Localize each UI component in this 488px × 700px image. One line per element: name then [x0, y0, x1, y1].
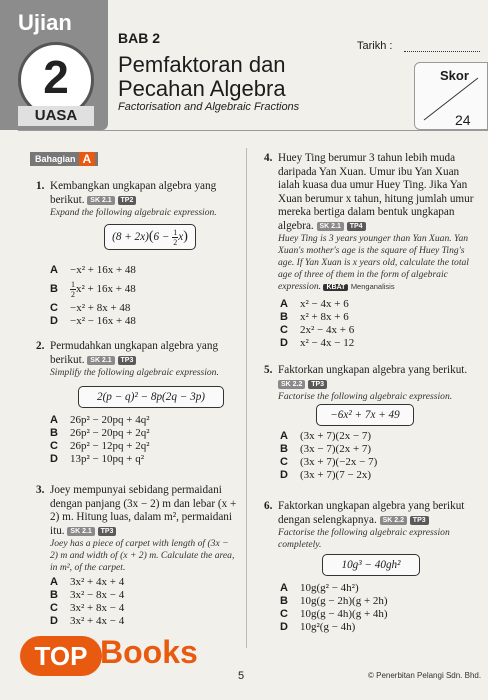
option-key: C	[280, 456, 288, 468]
fraction-numerator: 1	[173, 227, 178, 237]
option-key: D	[280, 337, 288, 349]
question-2	[36, 340, 238, 379]
watermark-books: Books	[100, 634, 198, 670]
question-text-en: Factorise the following algebraic expression completely.	[278, 527, 450, 550]
expression-box: −6x² + 7x + 49	[316, 404, 414, 426]
score-label: Skor	[440, 68, 469, 83]
question-text-en: Factorise the following algebraic expression.	[278, 391, 453, 402]
question-text-en: Simplify the following algebraic expression.	[50, 367, 219, 378]
option-value: 3x² + 8x − 4	[70, 602, 125, 614]
question-6	[264, 500, 474, 551]
option-key: C	[50, 602, 58, 614]
header-divider	[18, 130, 488, 131]
watermark-top: TOP	[20, 636, 102, 676]
question-text: Faktorkan ungkapan algebra yang berikut dengan selengkapnya.	[278, 500, 465, 526]
question-number: 1.	[36, 180, 45, 192]
option[interactable]	[280, 324, 460, 337]
tp-badge: TP3	[308, 380, 327, 389]
option-value: 26p² − 20pq + 4q²	[70, 414, 150, 426]
option-key: B	[50, 589, 58, 601]
uasa-label: UASA	[18, 106, 94, 126]
option-key: A	[280, 298, 288, 310]
option-value: 10g²(g − 4h)	[300, 621, 356, 633]
tp-badge: TP3	[410, 516, 429, 525]
option-value: 10g(g² − 4h²)	[300, 582, 359, 594]
option-key: A	[280, 582, 288, 594]
option-value: x² + 16x + 48	[76, 283, 136, 296]
option[interactable]	[50, 615, 230, 628]
options-3	[50, 576, 230, 628]
page-title: Pemfaktoran dan Pecahan Algebra	[118, 52, 286, 101]
kbat-badge: KBAT	[323, 284, 348, 291]
option-value: x² + 8x + 6	[300, 311, 349, 323]
option-key: D	[50, 315, 58, 327]
tp-badge: TP3	[118, 356, 137, 365]
options-5	[280, 430, 460, 482]
score-total: 24	[455, 112, 471, 128]
option[interactable]	[50, 315, 230, 328]
option[interactable]	[280, 311, 460, 324]
fraction-denominator: 2	[173, 237, 178, 247]
tp-badge: TP2	[118, 196, 137, 205]
page-number: 5	[238, 670, 245, 682]
question-text: Kembangkan ungkapan algebra yang berikut.	[50, 180, 217, 206]
option-value: −x² − 16x + 48	[70, 315, 136, 327]
question-number: 4.	[264, 152, 273, 164]
option-value: 2x² − 4x + 6	[300, 324, 355, 336]
expression-part: 6 −	[153, 231, 170, 243]
sk-badge: SK 2.2	[380, 516, 407, 525]
option-value: 10g(g − 4h)(g + 4h)	[300, 608, 388, 620]
publisher-credit: © Penerbitan Pelangi Sdn. Bhd.	[368, 671, 482, 680]
option-value: −x² + 16x + 48	[70, 264, 136, 276]
option[interactable]	[280, 608, 460, 621]
option[interactable]	[280, 456, 460, 469]
option-key: B	[50, 427, 58, 439]
option[interactable]	[280, 443, 460, 456]
option-value: 26p² − 20pq + 2q²	[70, 427, 150, 439]
option-key: D	[50, 453, 58, 465]
option-key: C	[280, 608, 288, 620]
option-key: A	[50, 264, 58, 276]
question-5	[264, 364, 474, 403]
sk-badge: SK 2.1	[87, 356, 114, 365]
fraction: $\frac{1}{2}$	[71, 280, 75, 299]
expression-box: (8 + 2x)(6 − $\frac{1}{2}x$)	[104, 224, 196, 250]
question-text: Permudahkan ungkapan algebra yang berikut.	[50, 340, 219, 366]
sk-badge: SK 2.1	[87, 196, 114, 205]
question-text: Huey Ting berumur 3 tahun lebih muda daripada Yan Xuan. Umur ibu Yan Xuan ialah kuasa dua umur Huey Ting. Jika Yan Xuan berumur x tahun, hitung jumlah umur mereka bertiga dalam bentuk ungkapan algebra.	[278, 152, 474, 232]
page-subtitle: Factorisation and Algebraic Fractions	[118, 101, 300, 113]
option[interactable]	[280, 298, 460, 311]
option[interactable]	[280, 430, 460, 443]
question-text-en: Expand the following algebraic expression.	[50, 207, 217, 218]
expression-box: 10g³ − 40gh²	[322, 554, 420, 576]
question-4	[264, 152, 474, 293]
ujian-label: Ujian	[18, 10, 72, 35]
options-4	[280, 298, 460, 350]
option-key: B	[280, 443, 288, 455]
option-key: A	[50, 414, 58, 426]
option[interactable]	[50, 589, 230, 602]
tp-badge: TP3	[98, 527, 117, 536]
option-value: 13p² − 10pq + q²	[70, 453, 145, 465]
expression-part: (8 + 2x)	[112, 231, 149, 243]
expression-part: x	[178, 231, 184, 243]
expression-box: 2(p − q)² − 8p(2q − 3p)	[78, 386, 224, 408]
option[interactable]	[280, 337, 460, 350]
date-field[interactable]	[404, 51, 480, 52]
option[interactable]	[50, 264, 230, 277]
option[interactable]	[50, 414, 230, 427]
option-value: (3x + 7)(−2x − 7)	[300, 456, 378, 468]
option-key: D	[280, 621, 288, 633]
kbat-label: Menganalisis	[350, 282, 395, 291]
option[interactable]	[280, 595, 460, 608]
question-number: 5.	[264, 364, 273, 376]
section-label: Bahagian	[35, 154, 76, 164]
option-key: A	[50, 576, 58, 588]
question-text-en: Joey has a piece of carpet with length of (3x − 2) m and width of (x + 2) m. Calculate the area, in m², of the carpet.	[50, 538, 235, 573]
sk-badge: SK 2.2	[278, 380, 305, 389]
tp-badge: TP4	[347, 222, 366, 231]
sk-badge: SK 2.1	[67, 527, 94, 536]
question-text-en: Huey Ting is 3 years younger than Yan Xuan. Yan Xuan's mother's age is the square of Huey Ting's age. If Yan Xuan is x years old, calculate the total age of three of them in the form of algebraic expression.	[278, 233, 469, 292]
option[interactable]	[50, 602, 230, 615]
option-value: 3x² − 8x − 4	[70, 589, 125, 601]
question-text: Faktorkan ungkapan algebra yang berikut.	[278, 364, 468, 376]
option-value: 3x² + 4x + 4	[70, 576, 125, 588]
option-value: 26p² − 12pq + 2q²	[70, 440, 150, 452]
chapter-label: BAB 2	[118, 30, 161, 46]
option[interactable]	[280, 621, 460, 634]
question-1	[36, 180, 238, 219]
option-value: (3x − 7)(2x + 7)	[300, 443, 372, 455]
options-1	[50, 264, 230, 328]
option[interactable]	[50, 440, 230, 453]
option-value: x² − 4x + 6	[300, 298, 349, 310]
option-key: B	[50, 283, 58, 296]
option-key: C	[50, 302, 58, 314]
option[interactable]	[50, 280, 230, 299]
date-label: Tarikh :	[357, 40, 393, 52]
section-letter: A	[79, 152, 96, 166]
question-number: 3.	[36, 484, 45, 496]
option-key: C	[280, 324, 288, 336]
option[interactable]	[50, 427, 230, 440]
option[interactable]	[280, 582, 460, 595]
section-tag	[30, 152, 98, 166]
option-value: 10g(g − 2h)(g + 2h)	[300, 595, 388, 607]
option-value: (3x + 7)(7 − 2x)	[300, 469, 372, 481]
sk-badge: SK 2.1	[317, 222, 344, 231]
question-number: 2.	[36, 340, 45, 352]
test-number: 2	[18, 42, 94, 118]
option-key: A	[280, 430, 288, 442]
option-value: 3x² + 4x − 4	[70, 615, 125, 627]
option-key: B	[280, 595, 288, 607]
option[interactable]	[50, 576, 230, 589]
question-text: Joey mempunyai sebidang permaidani dengan panjang (3x − 2) m dan lebar (x + 2) m. Hitung luas, dalam m², permaidani itu.	[50, 484, 237, 537]
option-key: B	[280, 311, 288, 323]
option[interactable]	[50, 302, 230, 315]
option-value: x² − 4x − 12	[300, 337, 355, 349]
option-value: (3x + 7)(2x − 7)	[300, 430, 372, 442]
column-divider	[246, 148, 247, 648]
question-number: 6.	[264, 500, 273, 512]
option[interactable]	[280, 469, 460, 482]
score-slash	[418, 74, 482, 124]
option-value: −x² + 8x + 48	[70, 302, 131, 314]
option-key: D	[280, 469, 288, 481]
options-2	[50, 414, 230, 466]
options-6	[280, 582, 460, 634]
option-key: C	[50, 440, 58, 452]
question-3	[36, 484, 238, 574]
option[interactable]	[50, 453, 230, 466]
option-key: D	[50, 615, 58, 627]
